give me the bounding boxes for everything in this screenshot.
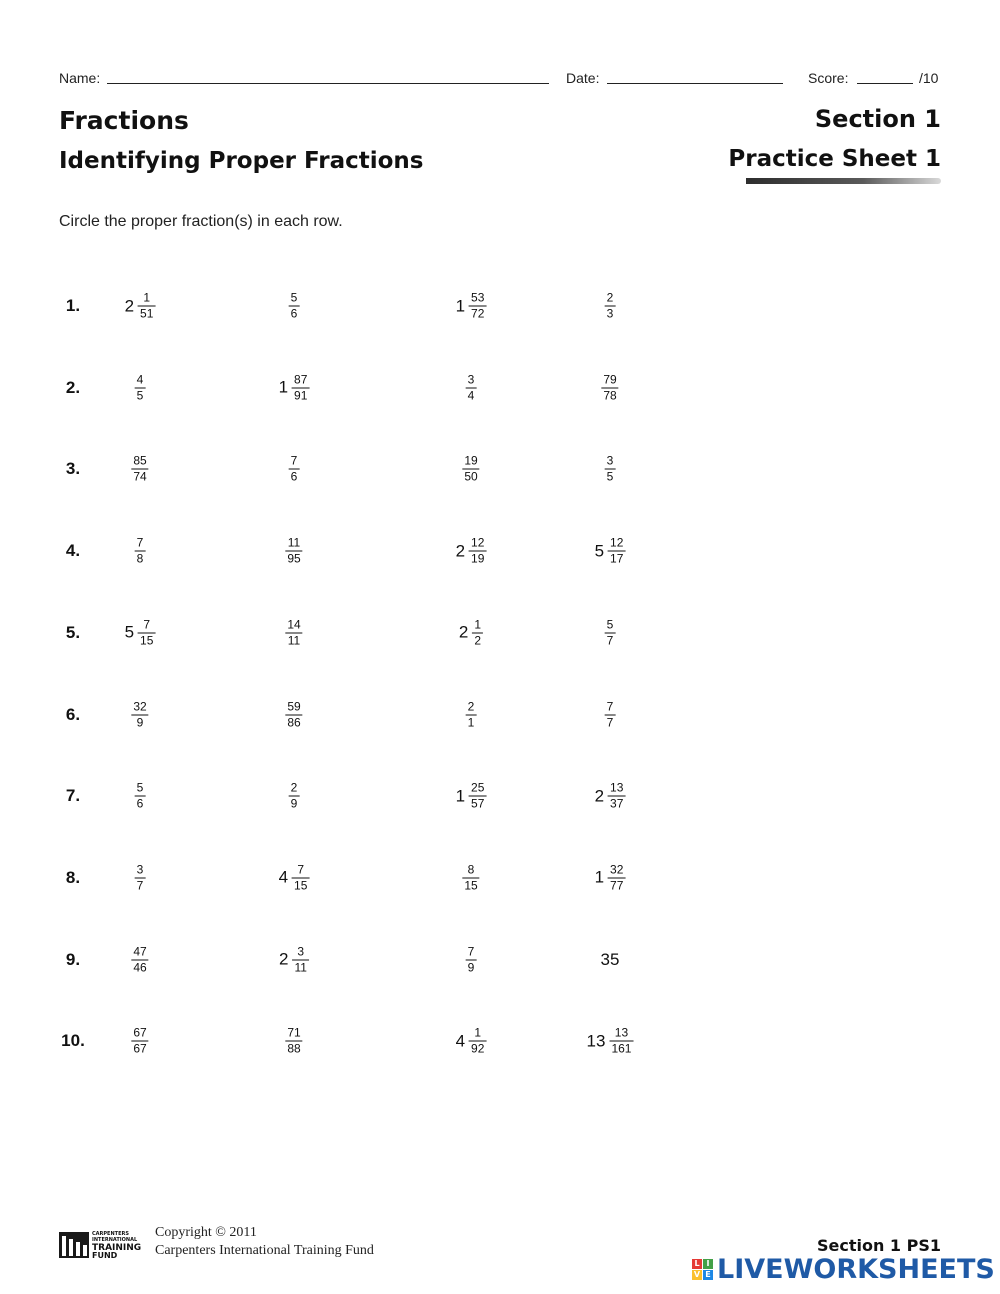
fraction (131, 1027, 148, 1056)
denominator: 51 (140, 306, 154, 321)
logo-text-2: INTERNATIONAL (92, 1237, 138, 1243)
fraction (285, 1027, 302, 1056)
numerator: 7 (467, 944, 475, 959)
denominator: 88 (287, 1041, 301, 1056)
row-number: 5. (65, 622, 81, 642)
fraction (466, 373, 477, 402)
denominator: 4 (467, 388, 475, 403)
logo-text-1: CARPENTERS (92, 1231, 129, 1237)
numerator: 5 (606, 617, 614, 632)
denominator: 9 (467, 960, 475, 975)
denominator: 17 (610, 551, 624, 566)
name-label: Name: (59, 70, 101, 86)
fraction (605, 618, 616, 647)
numerator: 13 (614, 1025, 629, 1040)
fraction-option[interactable] (466, 373, 477, 402)
whole-part: 2 (458, 622, 469, 642)
fraction-option[interactable] (462, 863, 479, 892)
row-number: 1. (65, 296, 81, 315)
whole-part: 1 (594, 867, 605, 887)
denominator: 7 (136, 878, 144, 893)
numerator: 47 (133, 944, 147, 959)
denominator: 7 (606, 633, 614, 648)
denominator: 2 (474, 633, 482, 648)
whole-part: 1 (455, 786, 466, 806)
numerator: 3 (136, 862, 144, 877)
exercise-row (0, 776, 1000, 816)
fraction-option[interactable] (125, 292, 156, 321)
fraction (608, 863, 625, 892)
row-number: 9. (65, 949, 81, 969)
denominator: 86 (287, 715, 301, 729)
denominator: 67 (133, 1041, 147, 1056)
header-fields (59, 70, 941, 90)
fraction-option[interactable] (605, 618, 616, 647)
fraction-option[interactable] (289, 455, 300, 484)
denominator: 91 (294, 388, 308, 403)
row-number: 6. (65, 704, 81, 724)
numerator: 59 (287, 699, 301, 713)
copyright-block (155, 1224, 374, 1260)
denominator: 3 (606, 306, 614, 321)
denominator: 19 (471, 551, 485, 566)
fraction (608, 782, 625, 811)
exercise-row (0, 1021, 1000, 1061)
whole-number: 35 (600, 949, 620, 969)
fraction (609, 1027, 633, 1056)
whole-part: 2 (594, 786, 605, 806)
fraction (605, 700, 616, 729)
denominator: 5 (136, 388, 144, 403)
fraction (135, 537, 146, 566)
fraction (135, 373, 146, 402)
footer-section-code: Section 1 PS1 (816, 1236, 941, 1255)
brand-letter-i: I (703, 1259, 713, 1269)
date-field[interactable] (607, 83, 783, 84)
denominator: 11 (294, 960, 307, 975)
numerator: 1 (474, 1025, 482, 1040)
fraction (131, 700, 148, 729)
fraction-option[interactable] (285, 700, 302, 729)
denominator: 6 (290, 469, 298, 484)
fraction-option[interactable] (587, 1027, 634, 1056)
numerator: 19 (464, 453, 478, 468)
denominator: 8 (136, 551, 144, 566)
numerator: 79 (603, 372, 617, 387)
whole-part: 2 (279, 949, 289, 969)
numerator: 87 (294, 372, 308, 387)
fraction-option[interactable] (279, 863, 310, 892)
brand-letter-v: V (693, 1269, 701, 1279)
fraction-option[interactable] (605, 292, 616, 321)
exercise-row (0, 695, 1000, 735)
denominator: 46 (133, 960, 147, 975)
section-title: Section 1 (814, 105, 941, 133)
page-subtitle: Identifying Proper Fractions (59, 148, 424, 174)
numerator: 7 (143, 617, 151, 632)
row-number: 2. (65, 377, 81, 397)
fraction-option[interactable] (279, 373, 310, 402)
fraction-option[interactable] (466, 700, 477, 729)
denominator: 78 (603, 388, 617, 403)
denominator: 9 (136, 715, 144, 729)
denominator: 6 (136, 796, 144, 811)
fraction-option[interactable] (135, 863, 146, 892)
denominator: 77 (610, 878, 624, 893)
fraction-option[interactable] (131, 1027, 148, 1056)
logo-text-3: TRAINING (92, 1243, 142, 1253)
whole-part: 13 (586, 1031, 606, 1051)
fraction (292, 863, 309, 892)
whole-part: 2 (124, 296, 135, 315)
fraction (285, 700, 302, 729)
fraction (289, 292, 300, 321)
whole-part: 5 (124, 622, 135, 642)
copyright-owner: Carpenters International Training Fund (155, 1243, 374, 1258)
numerator: 2 (467, 699, 475, 713)
row-number: 8. (65, 867, 81, 887)
denominator: 161 (611, 1041, 632, 1056)
numerator: 3 (297, 944, 305, 959)
denominator: 15 (464, 878, 478, 893)
fraction-option[interactable] (285, 618, 302, 647)
name-field[interactable] (107, 83, 549, 84)
fraction-option[interactable] (279, 945, 309, 974)
denominator: 95 (287, 551, 301, 566)
exercise-row (0, 286, 1000, 326)
numerator: 5 (290, 290, 298, 305)
fraction-option[interactable] (601, 950, 620, 970)
fraction (135, 863, 146, 892)
exercise-row (0, 531, 1000, 571)
sheet-title: Practice Sheet 1 (728, 146, 941, 172)
fraction (472, 618, 483, 647)
logo-text-4: FUND (92, 1251, 118, 1260)
fraction (292, 373, 309, 402)
denominator: 6 (290, 306, 298, 321)
fraction (466, 945, 477, 974)
score-field[interactable] (857, 83, 913, 84)
fraction-option[interactable] (456, 782, 487, 811)
date-label: Date: (566, 70, 600, 86)
denominator: 72 (471, 306, 485, 321)
fraction (462, 455, 479, 484)
fraction (293, 945, 309, 974)
brand-letter-l: L (692, 1259, 702, 1269)
numerator: 25 (471, 780, 485, 795)
whole-part: 5 (594, 541, 605, 561)
fraction-option[interactable] (462, 455, 479, 484)
numerator: 3 (467, 372, 475, 387)
denominator: 15 (294, 878, 308, 893)
fraction-option[interactable] (459, 618, 483, 647)
fraction (469, 537, 486, 566)
denominator: 7 (606, 715, 614, 729)
fraction-option[interactable] (605, 455, 616, 484)
fraction (138, 292, 155, 321)
numerator: 11 (287, 535, 301, 550)
whole-part: 1 (455, 296, 466, 315)
numerator: 8 (467, 862, 475, 877)
copyright-line: Copyright © 2011 (155, 1225, 257, 1240)
fraction (469, 292, 486, 321)
fraction-option[interactable] (131, 700, 148, 729)
fraction-option[interactable] (285, 537, 302, 566)
fraction-option[interactable] (456, 537, 487, 566)
fraction (605, 292, 616, 321)
fraction-option[interactable] (135, 373, 146, 402)
score-total: /10 (919, 70, 939, 86)
denominator: 92 (471, 1041, 485, 1056)
fraction-option[interactable] (595, 537, 626, 566)
liveworksheets-wordmark: LIVEWORKSHEETS (717, 1253, 995, 1285)
numerator: 32 (610, 862, 624, 877)
fraction (605, 455, 616, 484)
numerator: 14 (287, 617, 301, 632)
denominator: 11 (287, 633, 301, 648)
score-label: Score: (808, 70, 849, 86)
numerator: 2 (290, 780, 298, 795)
row-number: 10. (61, 1031, 85, 1051)
numerator: 71 (287, 1025, 301, 1040)
numerator: 85 (133, 453, 147, 468)
fraction (466, 700, 477, 729)
title-block (59, 106, 424, 176)
numerator: 7 (297, 862, 305, 877)
denominator: 74 (133, 469, 147, 484)
fraction-option[interactable] (289, 292, 300, 321)
numerator: 3 (606, 453, 614, 468)
fraction-option[interactable] (601, 373, 618, 402)
denominator: 1 (467, 715, 475, 729)
fraction-option[interactable] (289, 782, 300, 811)
fraction (131, 455, 148, 484)
exercise-row (0, 368, 1000, 408)
whole-part: 1 (278, 377, 289, 397)
fraction (285, 537, 302, 566)
instruction-text: Circle the proper fraction(s) in each row. (59, 213, 343, 230)
denominator: 15 (140, 633, 154, 648)
fraction-option[interactable] (456, 292, 487, 321)
fraction (601, 373, 618, 402)
fraction (131, 945, 148, 974)
numerator: 13 (610, 780, 624, 795)
denominator: 50 (464, 469, 478, 484)
fraction (135, 782, 146, 811)
fraction-option[interactable] (456, 1027, 487, 1056)
numerator: 7 (290, 453, 298, 468)
fraction (469, 782, 486, 811)
numerator: 2 (606, 290, 614, 305)
numerator: 4 (136, 372, 144, 387)
whole-part: 4 (455, 1031, 466, 1051)
denominator: 57 (471, 796, 485, 811)
exercise-row (0, 449, 1000, 489)
numerator: 53 (471, 290, 485, 305)
fraction (138, 618, 155, 647)
whole-part: 4 (278, 867, 289, 887)
row-number: 7. (65, 786, 81, 806)
denominator: 5 (606, 469, 614, 484)
fraction-option[interactable] (135, 782, 146, 811)
exercise-row (0, 940, 1000, 980)
numerator: 12 (610, 535, 624, 550)
fraction-option[interactable] (466, 945, 477, 974)
fraction (289, 455, 300, 484)
row-number: 4. (65, 541, 81, 561)
fraction (608, 537, 625, 566)
fraction-option[interactable] (125, 618, 156, 647)
numerator: 67 (133, 1025, 147, 1040)
whole-part: 2 (455, 541, 466, 561)
numerator: 1 (474, 617, 482, 632)
exercise-row (0, 858, 1000, 898)
numerator: 7 (136, 535, 144, 550)
fraction-option[interactable] (595, 863, 626, 892)
fraction-option[interactable] (595, 782, 626, 811)
fraction (289, 782, 300, 811)
section-block (728, 104, 941, 174)
numerator: 1 (143, 290, 151, 305)
row-number: 3. (65, 459, 81, 479)
fraction-option[interactable] (135, 537, 146, 566)
title-underline-bar (746, 178, 941, 184)
fraction-option[interactable] (605, 700, 616, 729)
denominator: 37 (610, 796, 624, 811)
brand-letter-e: E (703, 1270, 713, 1280)
numerator: 12 (471, 535, 485, 550)
fraction-option[interactable] (285, 1027, 302, 1056)
carpenters-logo (59, 1228, 147, 1260)
fraction-option[interactable] (131, 455, 148, 484)
liveworksheets-brand[interactable] (692, 1254, 995, 1284)
fraction-option[interactable] (131, 945, 148, 974)
page-title: Fractions (59, 106, 189, 135)
fraction (285, 618, 302, 647)
exercise-row (0, 613, 1000, 653)
numerator: 32 (133, 699, 147, 713)
numerator: 5 (136, 780, 144, 795)
liveworksheets-icon (692, 1259, 713, 1280)
denominator: 9 (290, 796, 298, 811)
fraction (462, 863, 479, 892)
fraction (469, 1027, 486, 1056)
numerator: 7 (606, 699, 614, 713)
